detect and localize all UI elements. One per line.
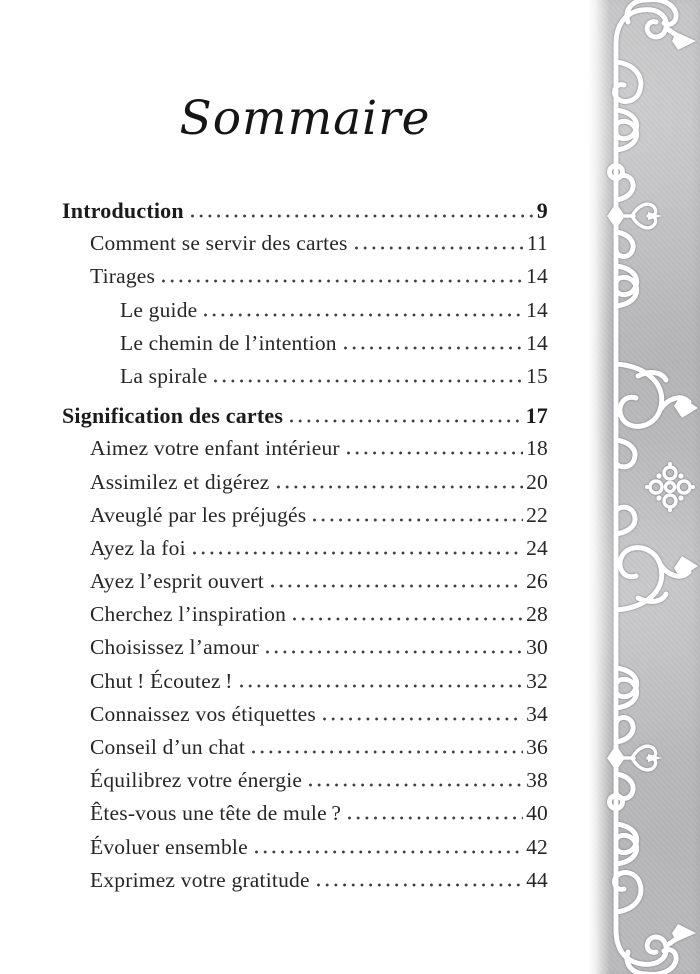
toc-leader-dots xyxy=(162,279,523,283)
toc-leader-dots xyxy=(317,883,523,887)
toc-entry-label: Cherchez l’inspiration xyxy=(90,602,287,627)
toc-entry-label: Équilibrez votre énergie xyxy=(90,768,303,793)
toc-entry-label: Ayez la foi xyxy=(90,535,186,560)
toc-leader-dots xyxy=(193,551,523,555)
toc-leader-dots xyxy=(313,518,523,522)
toc-entry-label: Conseil d’un chat xyxy=(90,735,246,759)
toc-entry-label: Exprimez votre gratitude xyxy=(90,867,310,892)
toc-entry-label: Le chemin de l’intention xyxy=(120,330,337,355)
toc-entry-page: 14 xyxy=(526,297,548,322)
toc-entry xyxy=(62,698,548,731)
toc-entry-label: Le guide xyxy=(120,297,198,322)
decorative-side-panel xyxy=(588,0,700,974)
toc-leader-dots xyxy=(204,313,523,317)
toc-entry xyxy=(62,831,548,864)
toc-entry xyxy=(62,665,548,698)
toc-entry-page: 32 xyxy=(526,668,548,693)
toc-leader-dots xyxy=(255,850,523,854)
toc-leader-dots xyxy=(347,451,523,455)
toc-entry xyxy=(62,731,548,764)
toc-entry xyxy=(62,499,548,532)
page-title: Sommaire xyxy=(179,91,431,147)
toc-entry xyxy=(62,227,548,260)
toc-entry-label: Choisissez l’amour xyxy=(90,635,260,660)
toc-entry-label: Évoluer ensemble xyxy=(90,834,248,859)
toc-entry-page: 38 xyxy=(526,768,548,793)
toc-leader-dots xyxy=(348,816,523,820)
toc-leader-dots xyxy=(323,717,523,721)
toc-entry-page: 9 xyxy=(536,198,548,223)
toc-entry-page: 42 xyxy=(526,834,548,859)
toc-entry xyxy=(62,327,548,360)
toc-leader-dots xyxy=(191,214,534,218)
toc-entry-page: 17 xyxy=(525,403,548,429)
toc-entry-page: 44 xyxy=(526,867,548,892)
toc-entry-label: Connaissez vos étiquettes xyxy=(90,701,316,726)
toc-entry-page: 11 xyxy=(526,231,548,256)
toc-entry xyxy=(62,466,548,499)
toc-leader-dots xyxy=(290,419,522,423)
toc-entry-page: 40 xyxy=(526,801,548,826)
toc-entry xyxy=(62,294,548,327)
toc-entry xyxy=(62,432,548,465)
toc-leader-dots xyxy=(344,346,523,350)
toc-entry-page: 20 xyxy=(526,469,548,494)
toc-entry-label: Comment se servir des cartes xyxy=(90,231,348,256)
toc-entry xyxy=(62,360,548,393)
toc-leader-dots xyxy=(293,617,523,621)
toc-entry-page: 14 xyxy=(526,264,548,289)
toc-leader-dots xyxy=(271,584,523,588)
toc-entry xyxy=(62,194,548,227)
toc-entry-page: 14 xyxy=(526,330,548,355)
toc-entry xyxy=(62,598,548,631)
toc-entry-page: 15 xyxy=(526,363,548,388)
toc-entry-label: Tirages xyxy=(90,264,156,289)
toc-leader-dots xyxy=(214,379,523,383)
toc-entry-label: Aimez votre enfant intérieur xyxy=(90,436,340,461)
toc-entry-label: Chut ! Écoutez ! xyxy=(90,668,233,693)
toc-leader-dots xyxy=(277,485,524,489)
toc-entry-label: Introduction xyxy=(62,198,184,223)
toc-leader-dots xyxy=(309,783,523,787)
toc-leader-dots xyxy=(355,246,524,250)
toc-entry xyxy=(62,399,548,432)
toc-leader-dots xyxy=(240,684,524,688)
toc-entry-page: 28 xyxy=(526,602,548,627)
toc-entry-label: Signification des cartes xyxy=(62,403,284,429)
toc-list xyxy=(62,194,548,897)
toc-entry-label: Êtes-vous une tête de mule ? xyxy=(90,801,342,826)
toc-entry-page: 22 xyxy=(526,502,548,527)
toc-entry xyxy=(62,864,548,897)
toc-entry-page: 26 xyxy=(526,569,548,594)
toc-entry xyxy=(62,631,548,664)
toc-entry xyxy=(62,565,548,598)
toc-entry-page: 18 xyxy=(526,436,548,461)
toc-entry-page: 30 xyxy=(526,635,548,660)
toc-leader-dots xyxy=(252,750,523,754)
filigree-border-ornament xyxy=(588,0,700,974)
toc-entry xyxy=(62,764,548,797)
toc-leader-dots xyxy=(266,650,523,654)
toc-entry-page: 24 xyxy=(526,535,548,560)
toc-entry-label: La spirale xyxy=(120,363,208,388)
toc-entry-label: Ayez l’esprit ouvert xyxy=(90,569,264,594)
toc-entry xyxy=(62,260,548,293)
toc-entry xyxy=(62,797,548,830)
toc-entry-label: Aveuglé par les préjugés xyxy=(90,502,307,527)
toc-entry-label: Assimilez et digérez xyxy=(90,469,270,494)
toc-entry-page: 36 xyxy=(526,735,548,759)
toc-entry-page: 34 xyxy=(526,701,548,726)
toc-entry xyxy=(62,532,548,565)
